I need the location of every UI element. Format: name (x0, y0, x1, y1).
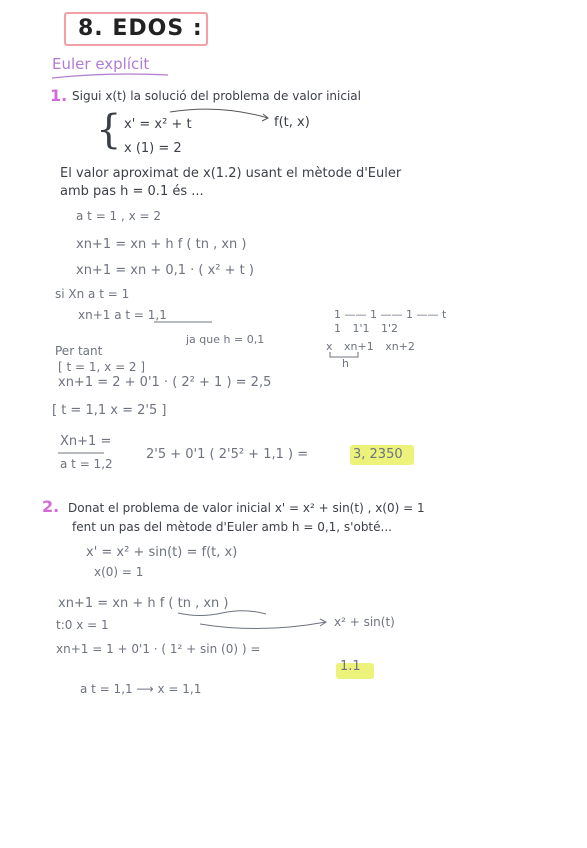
euler-2-result: a t = 1,1 ⟶ x = 1,1 (80, 682, 202, 696)
step-h-label: h (342, 357, 349, 370)
system-brace: { (96, 107, 122, 153)
euler-2-formula: xn+1 = xn + h f ( tn , xn ) (58, 596, 229, 611)
iteration-2-lhs: Xn+1 = (60, 434, 112, 449)
ode-function-note: f(t, x) (274, 115, 310, 130)
state-1: [ t = 1, x = 2 ] (58, 360, 146, 374)
iteration-2-expression: 2'5 + 0'1 ( 2'5² + 1,1 ) = (146, 447, 309, 462)
therefore-label: Per tant (55, 344, 103, 358)
state-2: [ t = 1,1 x = 2'5 ] (52, 403, 167, 418)
problem-2-number: 2. (42, 497, 60, 516)
ode-2-equation: x' = x² + sin(t) = f(t, x) (86, 545, 238, 560)
time-axis: 1 —— 1 —— 1 —— t (334, 308, 447, 321)
euler-formula: xn+1 = xn + h f ( tn , xn ) (76, 237, 247, 252)
initial-condition: x (1) = 2 (124, 141, 182, 156)
problem-2-statement-2: fent un pas del mètode d'Euler amb h = 0,1, s'obté... (72, 520, 392, 534)
ode-2-initial: x(0) = 1 (94, 565, 144, 579)
euler-2-iteration: xn+1 = 1 + 0'1 · ( 1² + sin (0) ) = (56, 642, 261, 656)
iteration-1: xn+1 = 2 + 0'1 · ( 2² + 1 ) = 2,5 (58, 375, 272, 390)
iteration-2-time: a t = 1,2 (60, 457, 113, 471)
section-heading: Euler explícit (52, 55, 150, 73)
state-values: x xn+1 xn+2 (326, 340, 415, 353)
problem-2-statement-1: Donat el problema de valor inicial x' = x² + sin(t) , x(0) = 1 (68, 501, 425, 515)
euler-2-function-note: x² + sin(t) (334, 615, 395, 629)
ode-equation: x' = x² + t (124, 117, 192, 132)
question-line-1: El valor aproximat de x(1.2) usant el mètode d'Euler (60, 166, 402, 181)
answer-2: 1.1 (340, 659, 361, 674)
problem-1-statement: Sigui x(t) la solució del problema de valor inicial (72, 89, 361, 103)
euler-substituted: xn+1 = xn + 0,1 · ( x² + t ) (76, 263, 254, 278)
page-title: 8. EDOS : (78, 16, 203, 41)
step-note-h: ja que h = 0,1 (186, 333, 265, 346)
step-note-1: si Xn a t = 1 (55, 287, 130, 301)
step-note-2: xn+1 a t = 1,1 (78, 308, 167, 322)
question-line-2: amb pas h = 0.1 és ... (60, 184, 204, 199)
euler-2-start: t:0 x = 1 (56, 618, 109, 632)
start-values: a t = 1 , x = 2 (76, 209, 162, 223)
answer-1: 3, 2350 (353, 447, 403, 462)
problem-1-number: 1. (50, 86, 68, 105)
time-values: 1 1'1 1'2 (334, 322, 399, 335)
